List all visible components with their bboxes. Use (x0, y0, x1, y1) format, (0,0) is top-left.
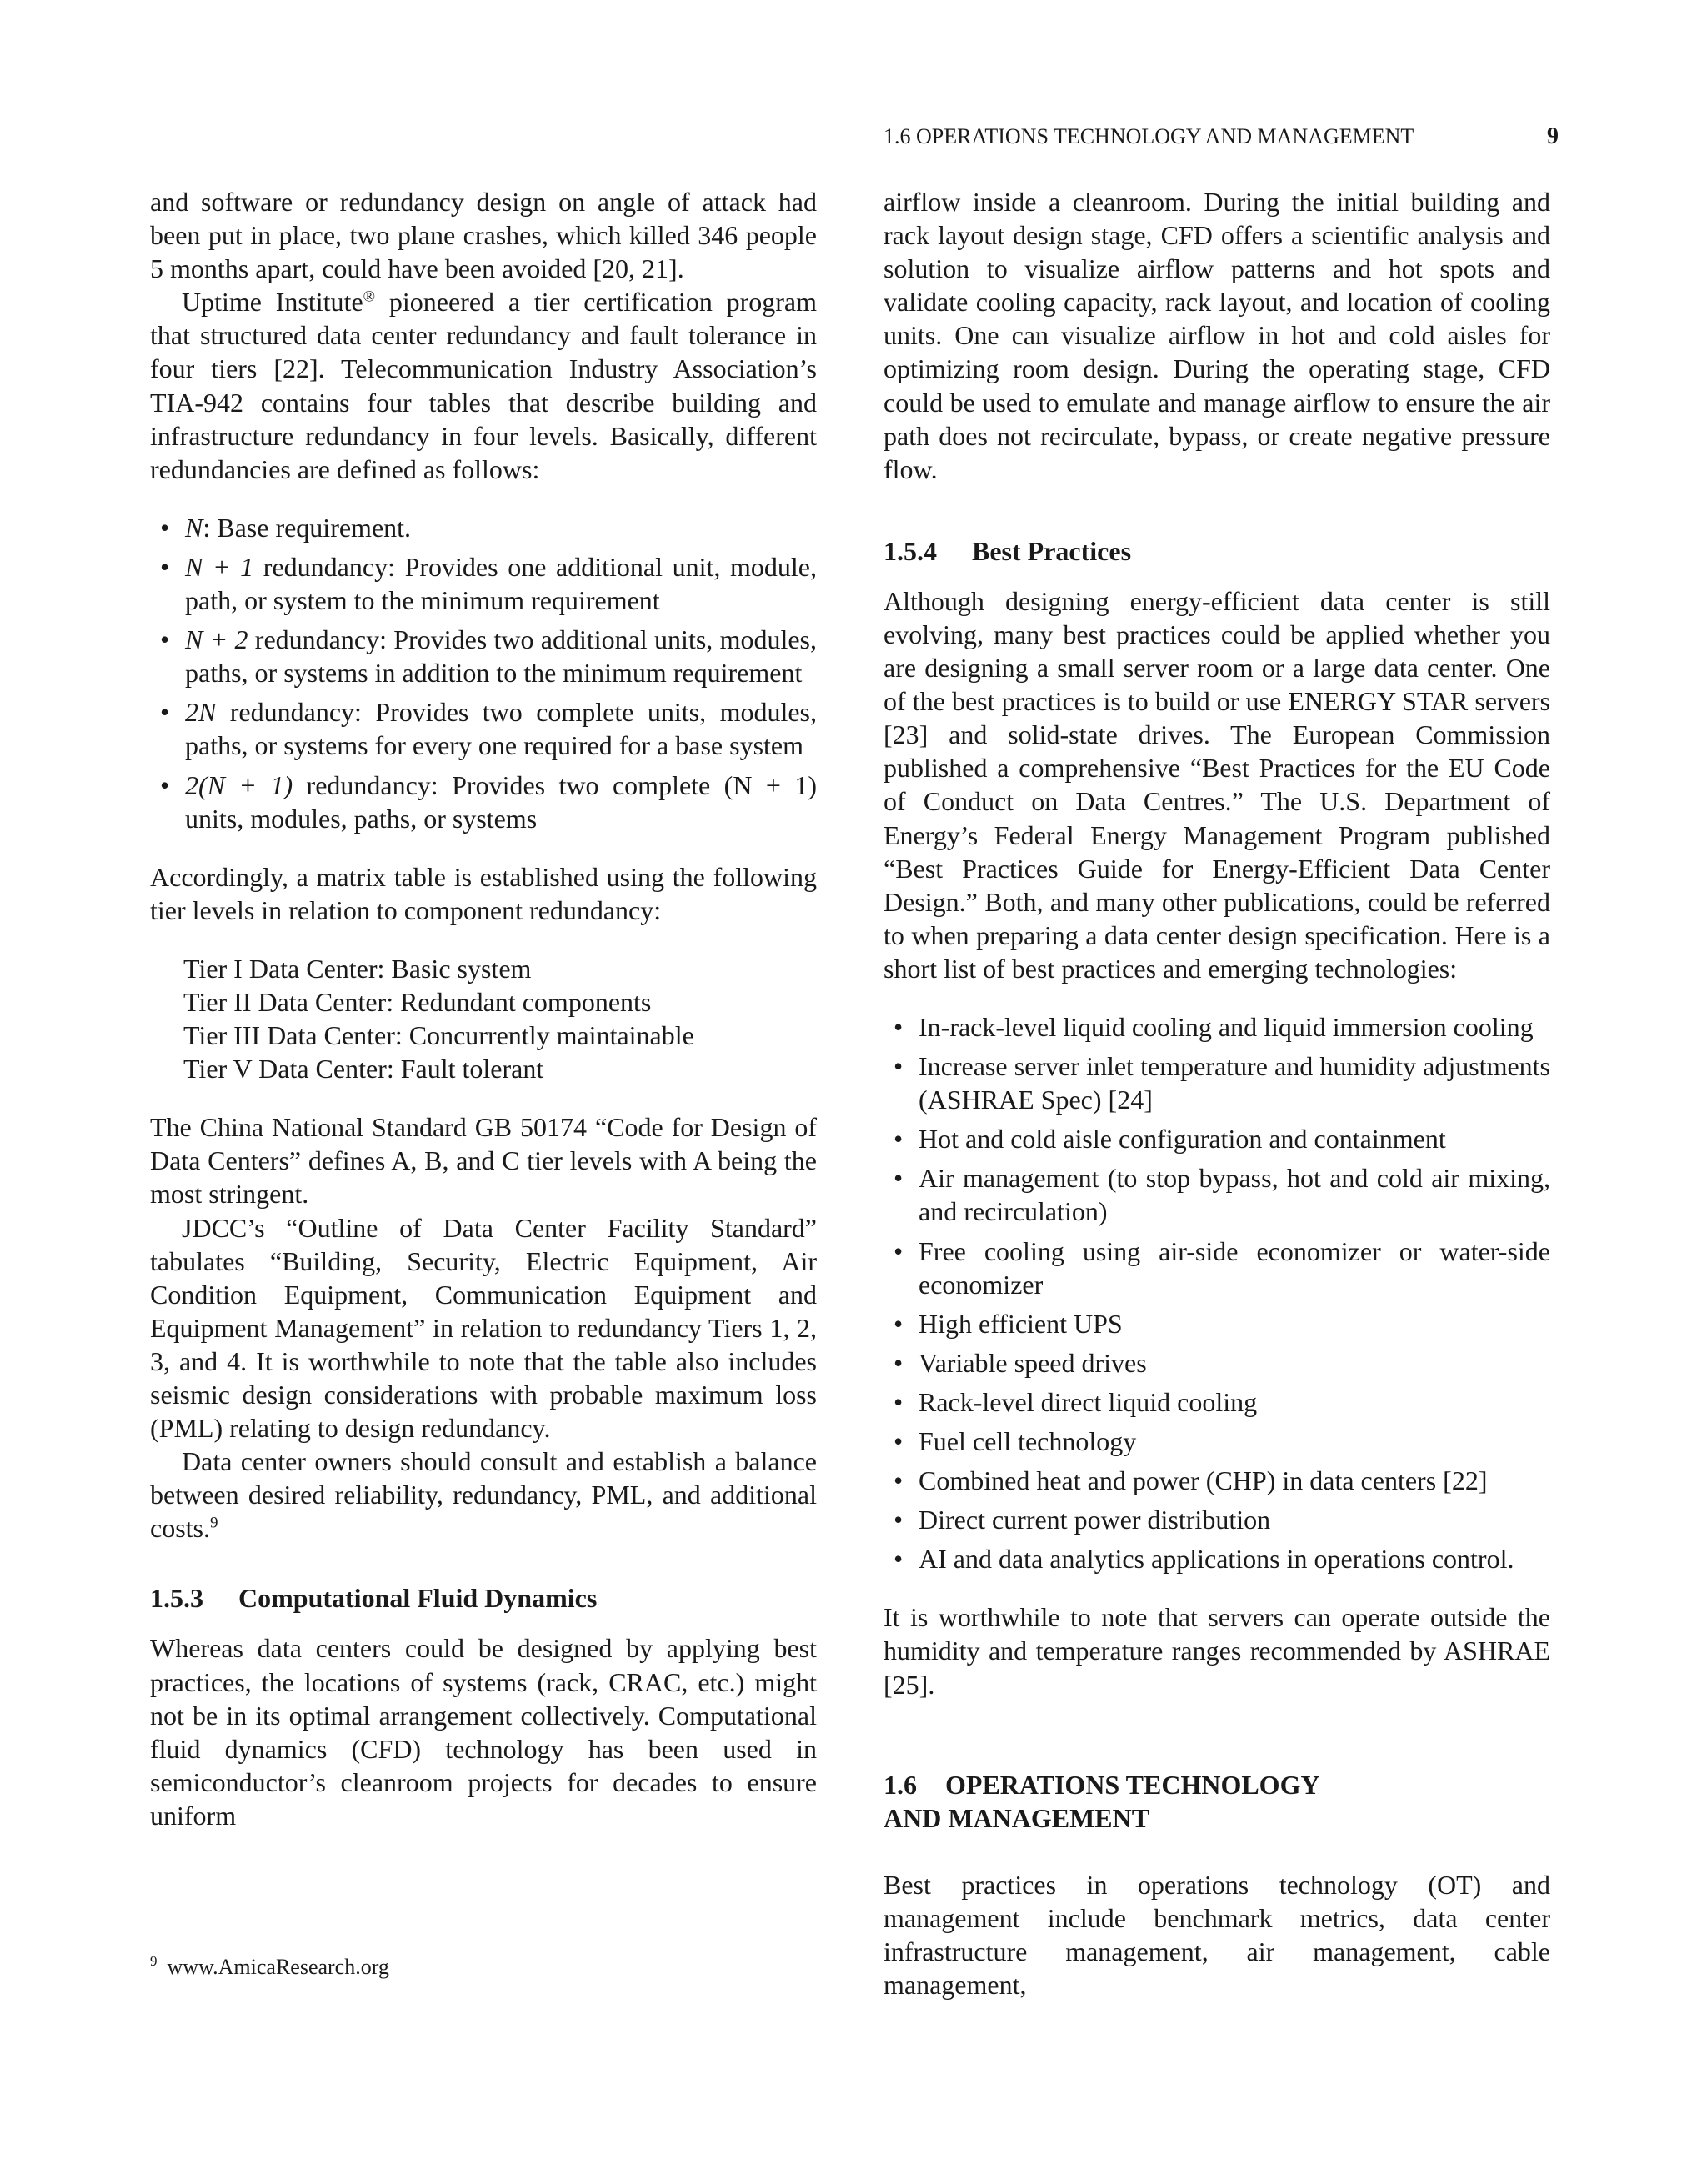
list-item: • N + 1 redundancy: Provides one additional unit, module, path, or system to the minimum requirement (185, 550, 817, 617)
paragraph: Best practices in operations technology (OT) and management include benchmark metrics, data center infrastructure management, air management, cable management, (884, 1869, 1550, 2000)
list-item: • 2N redundancy: Provides two complete units, modules, paths, or systems for every one required for a base system (185, 695, 817, 762)
list-item: • Air management (to stop bypass, hot and cold air mixing, and recirculation) (919, 1161, 1550, 1228)
list-item: • Variable speed drives (919, 1346, 1550, 1380)
paragraph: airflow inside a cleanroom. During the initial building and rack layout design stage, CFD offers a scientific analysis and solution to visualize airflow patterns and hot spots and validate cooling capacity, rack layout, and location of cooling units. One can visualize airflow in hot and cold aisles for optimizing room design. During the operating stage, CFD could be used to emulate and manage airflow to ensure the air path does not recirculate, bypass, or create negative pressure flow. (884, 187, 1550, 484)
section-heading-1-6: 1.6 OPERATIONS TECHNOLOGY AND MANAGEMENT (884, 1769, 1320, 1833)
list-item: • AI and data analytics applications in operations control. (919, 1542, 1550, 1575)
list-item: • Direct current power distribution (919, 1503, 1550, 1536)
paragraph: Accordingly, a matrix table is established using the following tier levels in relation to component redundancy: (150, 861, 817, 925)
paragraph: Whereas data centers could be designed by applying best practices, the locations of systems (rack, CRAC, etc.) might not be in its optimal arrangement collectively. Computational fluid dynamics (CFD) technology has been used in semiconductor’s cleanroom projects for decades to ensure uniform (150, 1633, 817, 1831)
list-item: • Free cooling using air-side economizer or water-side economizer (919, 1235, 1550, 1301)
section-heading-1-5-3: 1.5.3 Computational Fluid Dynamics (150, 1583, 598, 1614)
running-head (884, 123, 1559, 150)
paragraph: JDCC’s “Outline of Data Center Facility Standard” tabulates “Building, Security, Electric Equipment, Air Condition Equipment, Communication Equipment and Equipment Management” in relation to redundancy Tiers 1, 2, 3, and 4. It is worthwhile to note that the table also includes seismic design considerations with probable maximum loss (PML) relating to design redundancy. (150, 1212, 817, 1444)
tier-list (183, 952, 817, 1085)
list-item: • Increase server inlet temperature and humidity adjustments (ASHRAE Spec) [24] (919, 1049, 1550, 1116)
footnote-ref[interactable]: 9 (210, 1514, 218, 1532)
list-item: • In-rack-level liquid cooling and liquid immersion cooling (919, 1010, 1550, 1044)
paragraph: and software or redundancy design on angle of attack had been put in place, two plane crashes, which killed 346 people 5 months apart, could have been avoided [20, 21]. (150, 187, 817, 284)
list-item: • 2(N + 1) redundancy: Provides two complete (N + 1) units, modules, paths, or systems (185, 769, 817, 835)
list-item: • Combined heat and power (CHP) in data centers [22] (919, 1464, 1550, 1497)
list-item: • Hot and cold aisle configuration and containment (919, 1122, 1550, 1155)
page-number: 9 (1547, 123, 1559, 149)
list-item: • Rack-level direct liquid cooling (919, 1385, 1550, 1419)
list-item: • High efficient UPS (919, 1307, 1550, 1340)
left-column (150, 185, 817, 1832)
paragraph: Data center owners should consult and establish a balance between desired reliability, redundancy, PML, and additional costs.$^9$ (150, 1446, 817, 1544)
section-heading-1-5-4: 1.5.4 Best Practices (884, 535, 1132, 566)
paragraph: It is worthwhile to note that servers can operate outside the humidity and temperature ranges recommended by ASHRAE [25]. (884, 1602, 1550, 1700)
list-item: • Fuel cell technology (919, 1425, 1550, 1458)
paragraph: Although designing energy-efficient data center is still evolving, many best practices could be applied whether you are designing a small server room or a large data center. One of the best practices is to build or use ENERGY STAR servers [23] and solid-state drives. The European Commission published a comprehensive “Best Practices for the EU Code of Conduct on Data Centres.” The U.S. Department of Energy’s Federal Energy Management Program published “Best Practices Guide for Energy-Efficient Data Center Design.” Both, and many other publications, could be referred to when preparing a data center design specification. Here is a short list of best practices and emerging technologies: (884, 585, 1550, 984)
tier-item: Tier III Data Center: Concurrently maintainable (183, 1020, 694, 1051)
list-item: • N + 2 redundancy: Provides two additional units, modules, paths, or systems in addition to the minimum requirement (185, 623, 817, 689)
redundancy-list (150, 511, 817, 835)
best-practices-list (884, 1010, 1550, 1575)
tier-item: Tier I Data Center: Basic system (183, 953, 532, 984)
paragraph: Uptime Institute® pioneered a tier certification program that structured data center redundancy and fault tolerance in four tiers [22]. Telecommunication Industry Association’s TIA-942 contains four tables that describe building and infrastructure redundancy in four levels. Basically, different redundancies are defined as follows: (150, 287, 818, 484)
tier-item: Tier II Data Center: Redundant components (183, 986, 652, 1017)
tier-item: Tier V Data Center: Fault tolerant (183, 1054, 544, 1084)
footnote (150, 1954, 817, 1981)
paragraph: The China National Standard GB 50174 “Code for Design of Data Centers” defines A, B, and C tier levels with A being the most stringent. (150, 1112, 817, 1210)
running-title: 1.6 OPERATIONS TECHNOLOGY AND MANAGEMENT (884, 124, 1414, 148)
list-item: • N: Base requirement. (185, 511, 817, 544)
footnote-link[interactable]: www.AmicaResearch.org (167, 1955, 389, 1979)
right-column (884, 185, 1550, 2001)
footnote-mark: 9 (150, 1953, 158, 1970)
